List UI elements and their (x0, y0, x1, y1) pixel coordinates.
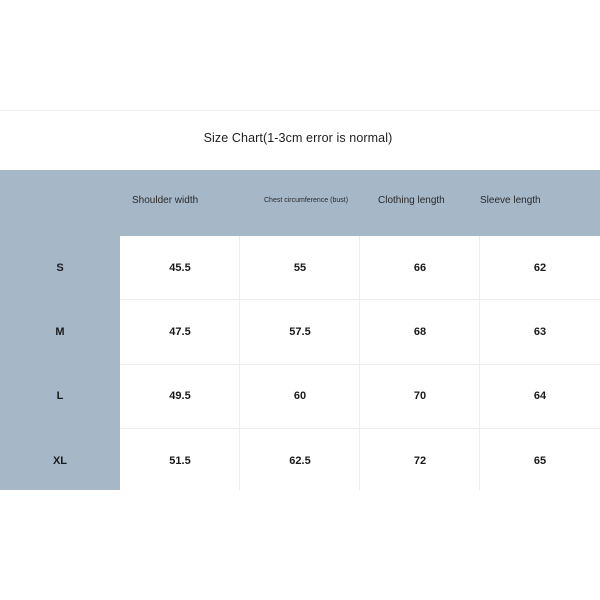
size-table-grid (120, 236, 600, 490)
grid-divider (120, 428, 600, 429)
table-cell: 47.5 (169, 326, 191, 338)
grid-divider (120, 299, 600, 300)
table-cell: 72 (413, 455, 427, 467)
table-cell: 62 (533, 262, 547, 274)
column-header-chest-circumference: Chest circumference (bust) (264, 197, 349, 204)
table-cell: 70 (413, 390, 427, 402)
table-cell: 63 (533, 326, 547, 338)
table-cell: 66 (413, 262, 427, 274)
grid-divider (359, 236, 360, 490)
table-cell: 60 (293, 390, 307, 402)
row-label-s: S (56, 262, 64, 274)
top-divider (0, 110, 600, 111)
table-cell: 51.5 (169, 455, 191, 467)
size-label-column (0, 236, 120, 490)
table-cell: 55 (293, 262, 307, 274)
row-label-m: M (55, 326, 65, 338)
page-title: Size Chart(1-3cm error is normal) (203, 131, 393, 145)
table-cell: 62.5 (289, 455, 311, 467)
table-cell: 65 (533, 455, 547, 467)
table-cell: 45.5 (169, 262, 191, 274)
row-label-l: L (56, 390, 64, 402)
table-cell: 64 (533, 390, 547, 402)
column-header-clothing-length: Clothing length (378, 195, 445, 206)
column-header-shoulder-width: Shoulder width (132, 195, 199, 206)
table-cell: 68 (413, 326, 427, 338)
table-cell: 49.5 (169, 390, 191, 402)
grid-divider (239, 236, 240, 490)
column-header-sleeve-length: Sleeve length (480, 195, 541, 206)
grid-divider (120, 364, 600, 365)
grid-divider (479, 236, 480, 490)
table-cell: 57.5 (289, 326, 311, 338)
row-label-xl: XL (52, 455, 68, 467)
